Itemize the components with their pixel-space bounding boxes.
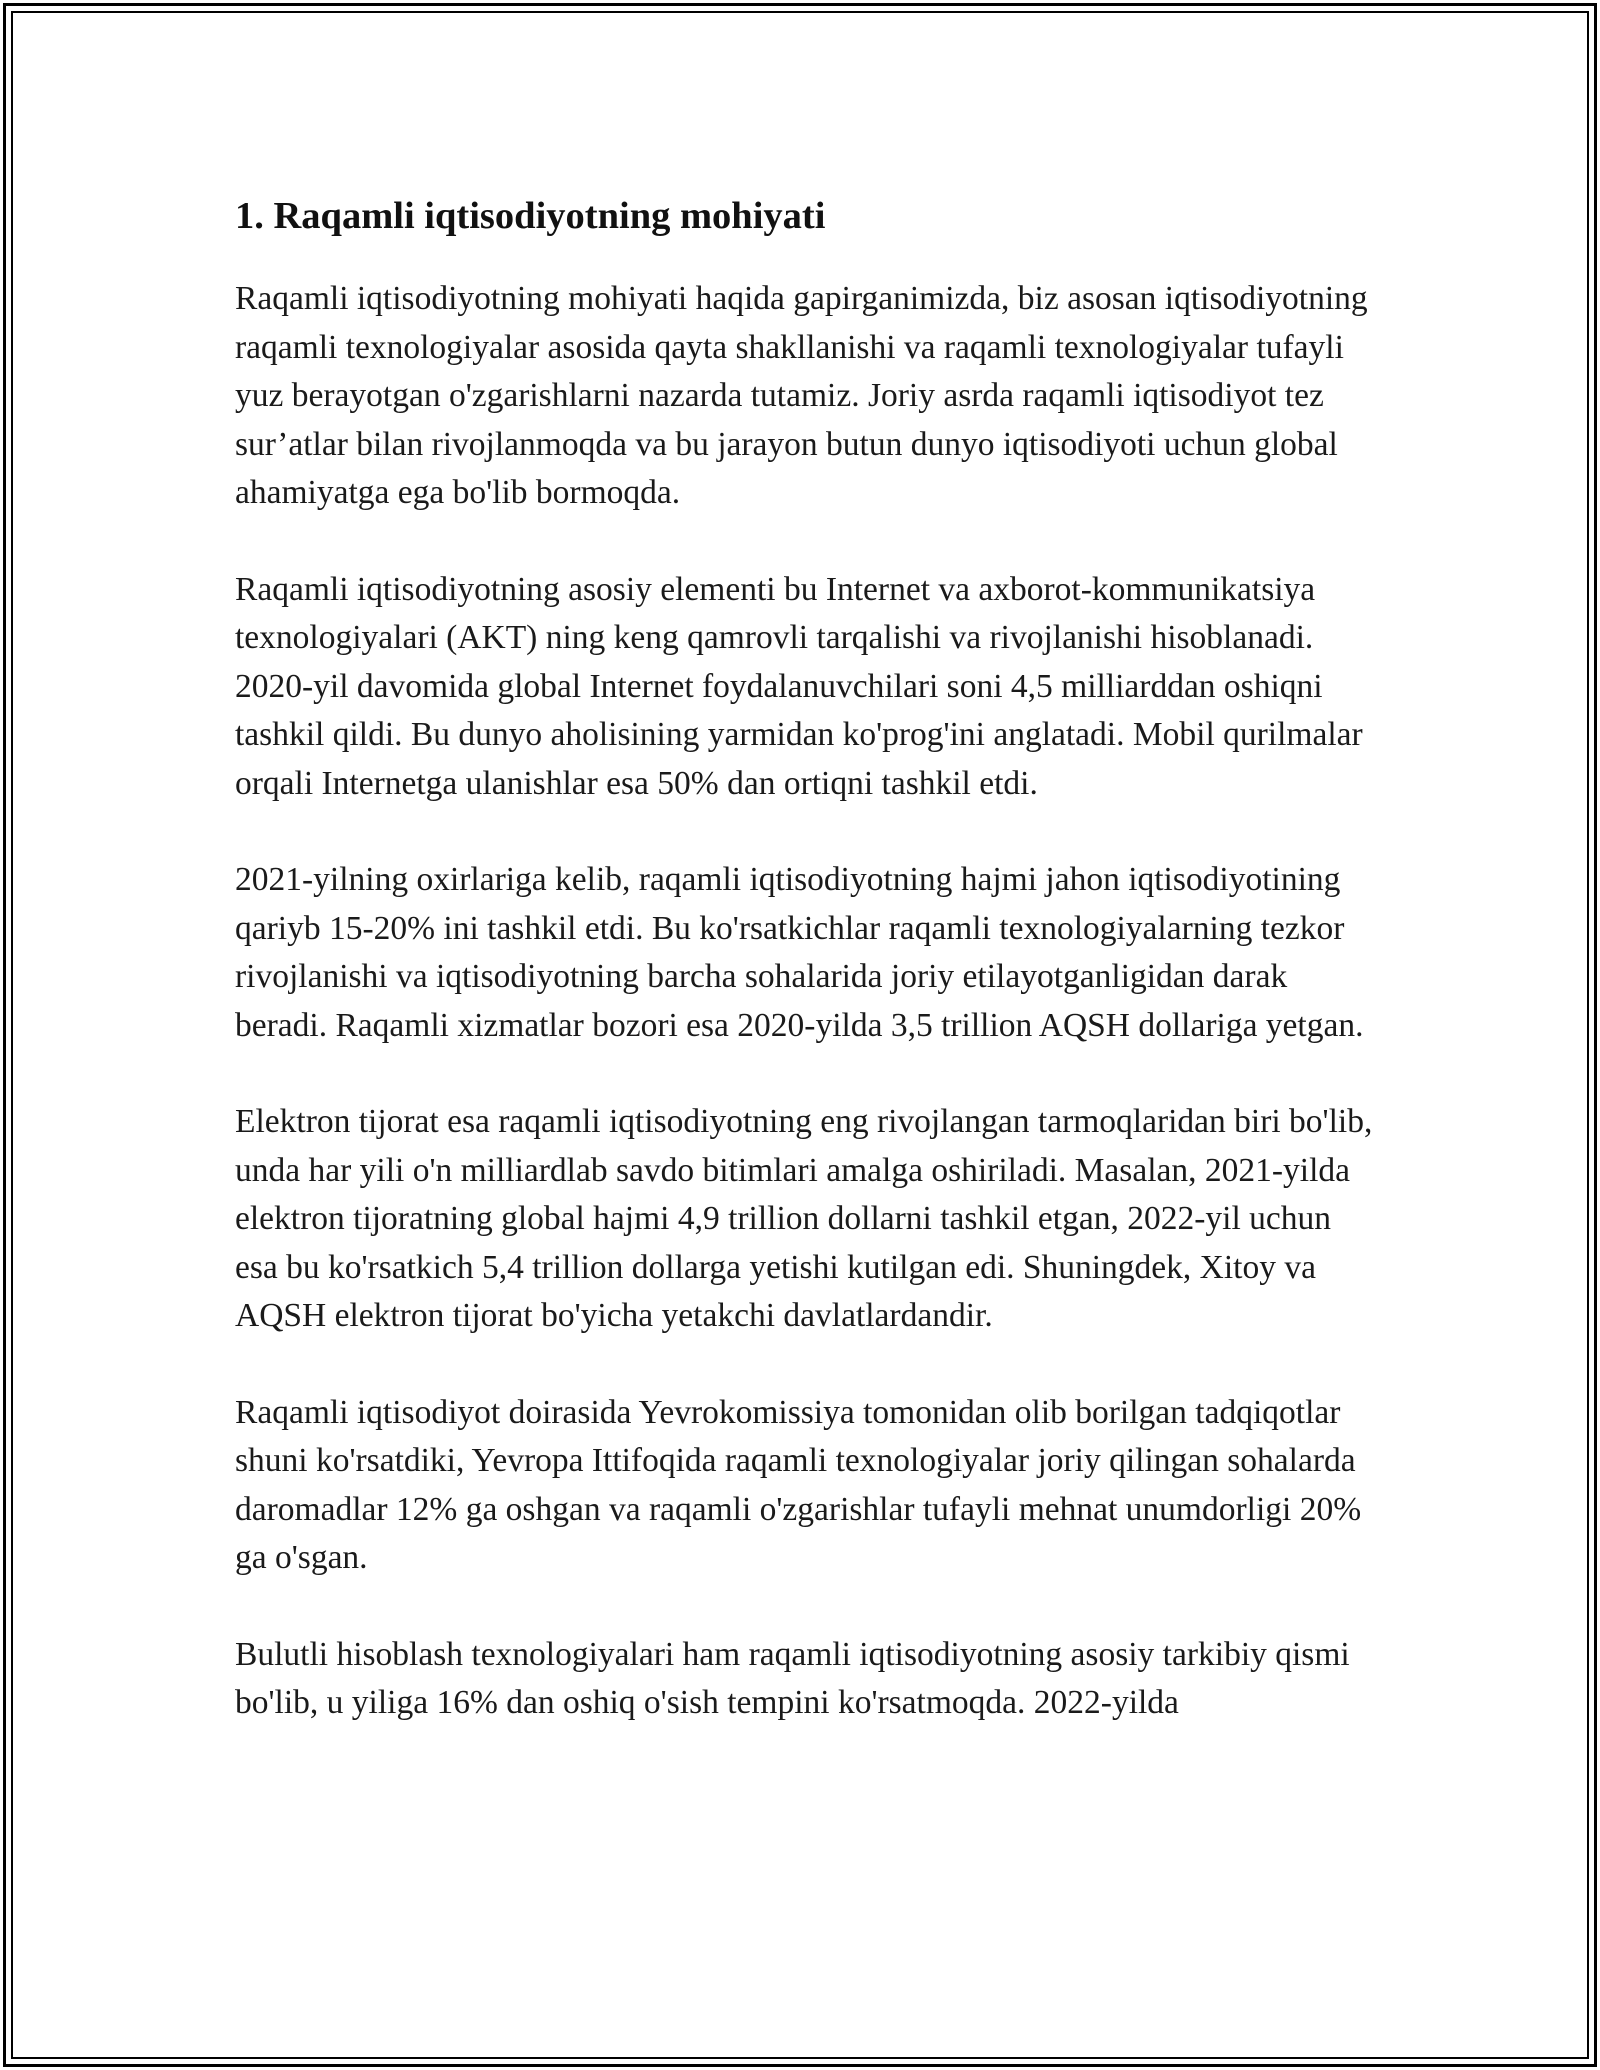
paragraph-6: Bulutli hisoblash texnologiyalari ham raqamli iqtisodiyotning asosiy tarkibiy qismi bo'lib, u yiliga 16% dan oshiq o'sish tempini ko'rsatmoqda. 2022-yilda (235, 1635, 1350, 1721)
paragraph-4: Elektron tijorat esa raqamli iqtisodiyotning eng rivojlangan tarmoqlaridan biri bo'lib, unda har yili o'n milliardlab savdo bitimlari amalga oshiriladi. Masalan, 2021-yilda elektron tijoratning global hajmi 4,9 trillion dollarni tashkil etgan, 2022-yil uchun esa bu ko'rsatkich 5,4 trillion dollarga yetishi kutilgan edi. Shuningdek, Xitoy va AQSH elektron tijorat bo'yicha yetakchi davlatlardandir. (235, 1103, 1373, 1334)
paragraph-3: 2021-yilning oxirlariga kelib, raqamli iqtisodiyotning hajmi jahon iqtisodiyotining qariyb 15-20% ini tashkil etdi. Bu ko'rsatkichlar raqamli texnologiyalarning tezkor rivojlanishi va iqtisodiyotning barcha sohalarida joriy etilayotganligidan darak beradi. Raqamli xizmatlar bozori esa 2020-yilda 3,5 trillion AQSH dollariga yetgan. (235, 861, 1364, 1044)
section-heading: 1. Raqamli iqtisodiyotning mohiyati (235, 195, 826, 237)
document-body (235, 183, 1375, 1776)
paragraph-1: Raqamli iqtisodiyotning mohiyati haqida gapirganimizda, biz asosan iqtisodiyotning raqamli texnologiyalar asosida qayta shakllanishi va raqamli texnologiyalar tufayli yuz berayotgan o'zgarishlarni nazarda tutamiz. Joriy asrda raqamli iqtisodiyot tez sur’atlar bilan rivojlanmoqda va bu jarayon butun dunyo iqtisodiyoti uchun global ahamiyatga ega bo'lib bormoqda. (235, 280, 1368, 511)
paragraph-2: Raqamli iqtisodiyotning asosiy elementi bu Internet va axborot-kommunikatsiya texnologiyalari (AKT) ning keng qamrovli tarqalishi va rivojlanishi hisoblanadi. 2020-yil davomida global Internet foydalanuvchilari soni 4,5 milliarddan oshiqni tashkil qildi. Bu dunyo aholisining yarmidan ko'prog'ini anglatadi. Mobil qurilmalar orqali Internetga ulanishlar esa 50% dan ortiqni tashkil etdi. (235, 570, 1363, 802)
paragraph-5: Raqamli iqtisodiyot doirasida Yevrokomissiya tomonidan olib borilgan tadqiqotlar shuni ko'rsatdiki, Yevropa Ittifoqida raqamli texnologiyalar joriy qilingan sohalarda daromadlar 12% ga oshgan va raqamli o'zgarishlar tufayli mehnat unumdorligi 20% ga o'sgan. (235, 1393, 1362, 1576)
